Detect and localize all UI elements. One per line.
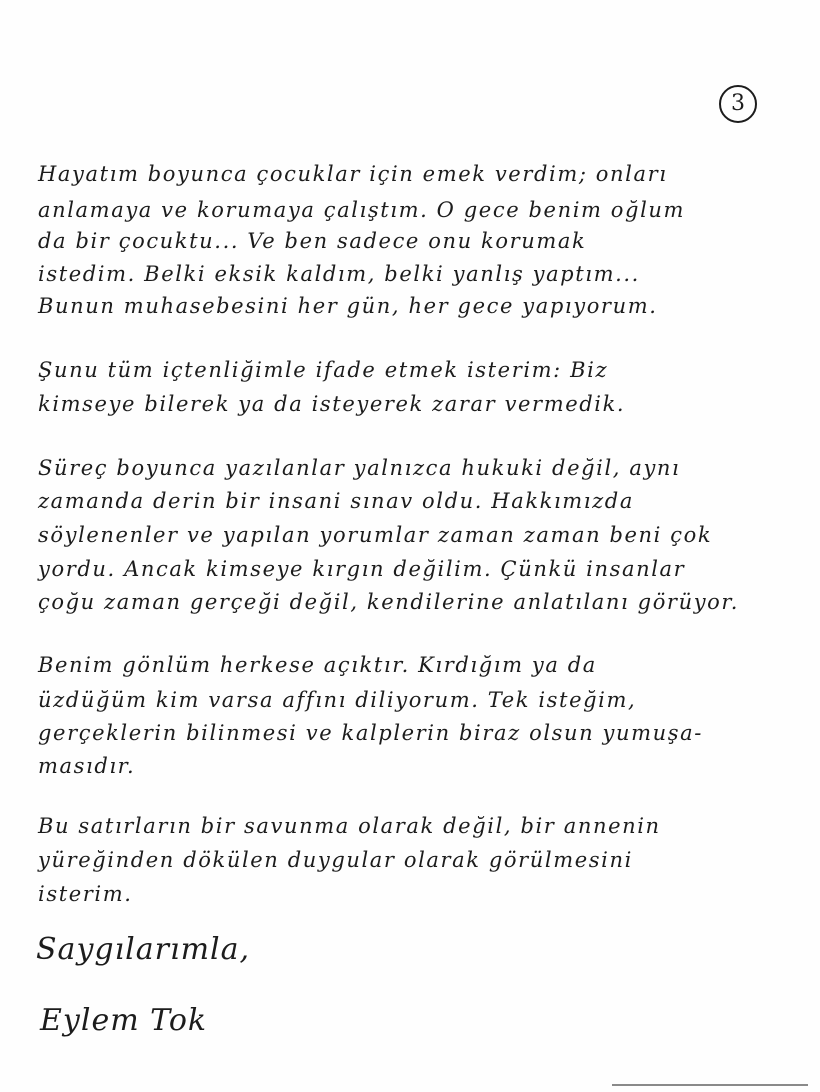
paragraph-4-line-3: gerçeklerin bilinmesi ve kalplerin biraz olsun yumuşa- — [38, 721, 703, 745]
page-number: 3 — [719, 85, 757, 123]
page-edge-rule — [612, 1084, 808, 1086]
paragraph-3-line-4: yordu. Ancak kimseye kırgın değilim. Çünkü insanlar — [38, 557, 686, 581]
closing-salutation: Saygılarımla, — [36, 932, 251, 967]
paragraph-3-line-5: çoğu zaman gerçeği değil, kendilerine anlatılanı görüyor. — [38, 590, 740, 614]
paragraph-1-line-3: da bir çocuktu... Ve ben sadece onu korumak — [38, 229, 587, 253]
paragraph-3-line-1: Süreç boyunca yazılanlar yalnızca hukuki değil, aynı — [38, 456, 681, 480]
paragraph-5-line-3: isterim. — [38, 882, 133, 906]
paragraph-1-line-2: anlamaya ve korumaya çalıştım. O gece benim oğlum — [38, 198, 686, 222]
paragraph-4-line-2: üzdüğüm kim varsa affını diliyorum. Tek isteğim, — [38, 688, 637, 712]
paragraph-3-line-3: söylenenler ve yapılan yorumlar zaman zaman beni çok — [38, 523, 713, 547]
paragraph-1-line-5: Bunun muhasebesini her gün, her gece yapıyorum. — [38, 294, 658, 318]
paragraph-2-line-1: Şunu tüm içtenliğimle ifade etmek isterim: Biz — [38, 358, 609, 382]
paragraph-4-line-4: masıdır. — [38, 754, 136, 778]
paragraph-1-line-1: Hayatım boyunca çocuklar için emek verdim; onları — [38, 162, 668, 186]
signature: Eylem Tok — [40, 1003, 208, 1038]
paragraph-1-line-4: istedim. Belki eksik kaldım, belki yanlış yaptım... — [38, 262, 640, 286]
paragraph-4-line-1: Benim gönlüm herkese açıktır. Kırdığım ya da — [38, 653, 597, 677]
paragraph-2-line-2: kimseye bilerek ya da isteyerek zarar vermedik. — [38, 392, 626, 416]
paragraph-3-line-2: zamanda derin bir insani sınav oldu. Hakkımızda — [38, 489, 634, 513]
paragraph-5-line-1: Bu satırların bir savunma olarak değil, bir annenin — [38, 814, 661, 838]
paragraph-5-line-2: yüreğinden dökülen duygular olarak görülmesini — [38, 848, 633, 872]
